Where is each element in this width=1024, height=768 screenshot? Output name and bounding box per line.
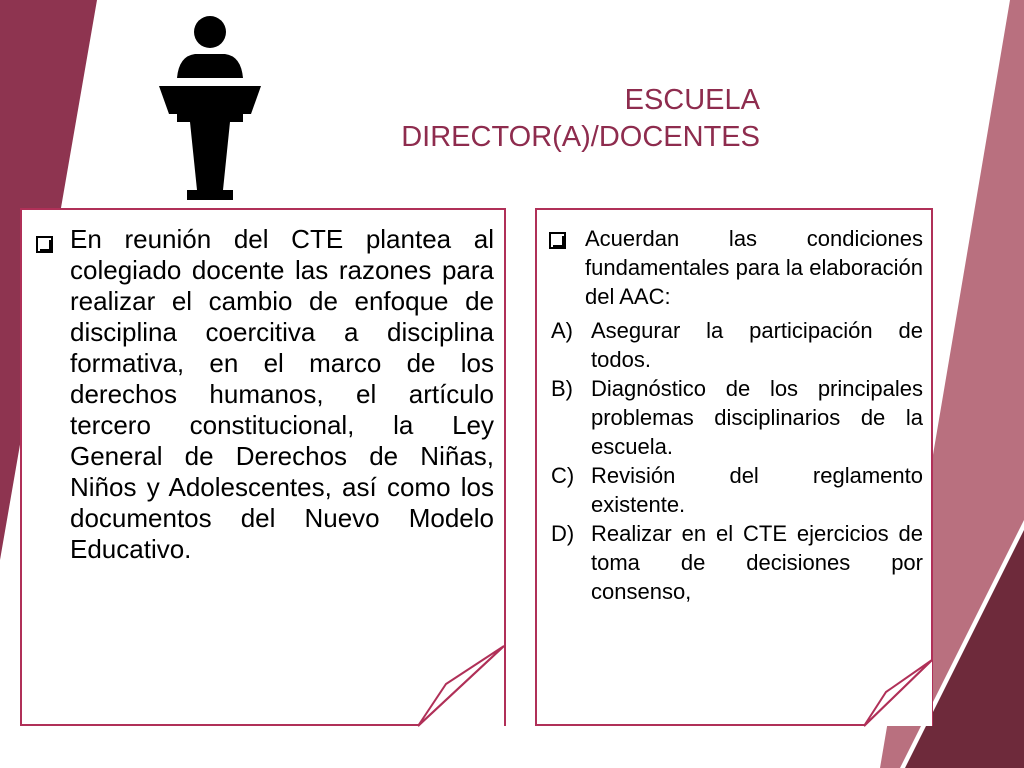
item-letter: B): [551, 376, 573, 401]
podium-speaker-icon: [155, 14, 265, 204]
page-curl-icon: [416, 644, 508, 728]
item-text: Diagnóstico de los principales problemas disciplinarios de la escuela.: [591, 376, 923, 459]
left-note-text: En reunión del CTE plantea al colegiado docente las razones para realizar el cambio de enfoque de disciplina coercitiva a disciplina formativa, en el marco de los derechos humanos, el artículo tercero constitucional, la Ley General de Derechos de Niñas, Niños y Adolescentes, así como los documentos del Nuevo Modelo Educativo.: [70, 224, 494, 564]
title-line-1: ESCUELA: [624, 84, 760, 116]
list-item: [551, 519, 923, 606]
page-title: [300, 82, 760, 156]
right-note-card: [535, 208, 933, 726]
item-letter: C): [551, 463, 575, 488]
checkbox-bullet-icon: [36, 236, 53, 253]
item-text: Asegurar la participación de todos.: [591, 318, 923, 372]
list-item: [551, 461, 923, 519]
item-text: Revisión del reglamento existente.: [591, 463, 923, 517]
item-letter: A): [551, 318, 573, 343]
item-letter: D): [551, 521, 575, 546]
list-item: [551, 374, 923, 461]
title-line-2: DIRECTOR(A)/DOCENTES: [401, 121, 760, 153]
page-curl-icon: [862, 658, 934, 728]
right-note-intro: Acuerdan las condiciones fundamentales para la elaboración del AAC:: [585, 226, 923, 309]
item-text: Realizar en el CTE ejercicios de toma de decisiones por consenso,: [591, 521, 923, 604]
list-item: [551, 316, 923, 374]
checkbox-bullet-icon: [549, 232, 566, 249]
agreement-list: [551, 316, 923, 606]
